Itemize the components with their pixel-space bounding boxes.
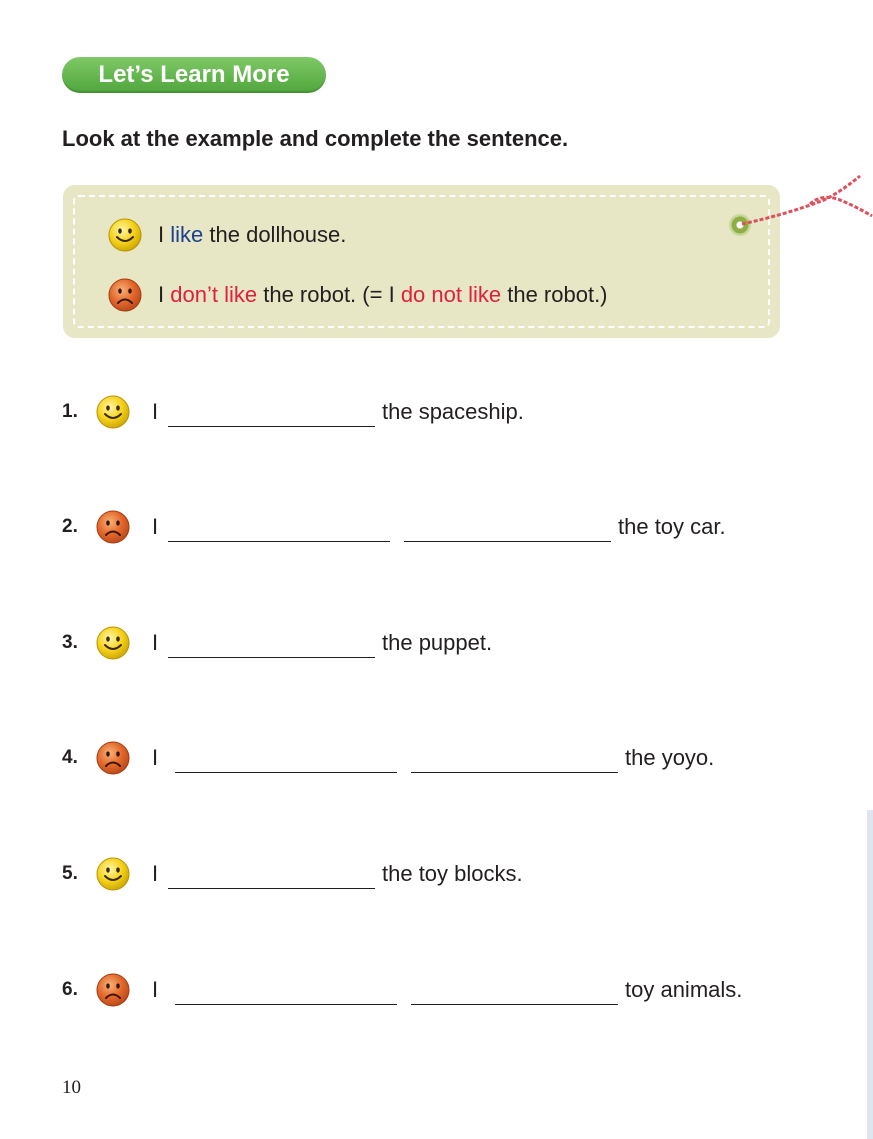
smiley-face-icon (96, 626, 130, 660)
exercise-pronoun: I (152, 630, 159, 655)
exercise-pronoun: I (152, 399, 159, 424)
exercise-number: 2. (62, 516, 78, 537)
example-card (63, 185, 780, 338)
example-negative-middle: the robot. (= I (263, 282, 395, 307)
exercise-row (62, 856, 523, 892)
exercise-pronoun: I (152, 514, 159, 539)
exercise-number: 3. (62, 632, 78, 653)
page-edge-tab (867, 810, 873, 1139)
exercise-pronoun: I (152, 977, 159, 1002)
example-positive-ending: the dollhouse. (209, 222, 347, 247)
exercise-ending: the spaceship. (382, 399, 524, 424)
example-negative-pronoun: I (158, 282, 165, 307)
smiley-face-icon (96, 857, 130, 891)
exercise-ending: the yoyo. (625, 745, 715, 770)
exercise-pronoun: I (152, 745, 159, 770)
exercise-row (62, 509, 726, 545)
exercise-row (62, 740, 714, 776)
answer-blank[interactable] (411, 772, 618, 773)
exercise-number: 4. (62, 747, 78, 768)
exercise-number: 6. (62, 979, 78, 1000)
exercise-number: 5. (62, 863, 78, 884)
instruction-text: Look at the example and complete the sentence. (62, 126, 569, 151)
smiley-face-icon (96, 395, 130, 429)
exercise-row (62, 625, 492, 661)
answer-blank[interactable] (175, 772, 397, 773)
example-dont-like-word: don’t like (170, 282, 258, 307)
exercise-ending: the puppet. (382, 630, 493, 655)
example-like-word: like (170, 222, 204, 247)
answer-blank[interactable] (404, 541, 611, 542)
answer-blank[interactable] (175, 1004, 397, 1005)
sad-face-icon (96, 973, 130, 1007)
answer-blank[interactable] (168, 426, 375, 427)
answer-blank[interactable] (411, 1004, 618, 1005)
example-positive (108, 218, 346, 252)
answer-blank[interactable] (168, 657, 375, 658)
tag-string-icon (740, 170, 873, 250)
sad-face-icon (108, 278, 142, 312)
exercise-ending: toy animals. (625, 977, 743, 1002)
sad-face-icon (96, 741, 130, 775)
exercise-row (62, 972, 742, 1008)
exercise-number: 1. (62, 401, 78, 422)
example-do-not-like-word: do not like (400, 282, 502, 307)
section-badge-label: Let’s Learn More (98, 61, 290, 88)
exercise-ending: the toy blocks. (382, 861, 523, 886)
exercise-pronoun: I (152, 861, 159, 886)
sad-face-icon (96, 510, 130, 544)
section-badge (62, 57, 326, 93)
answer-blank[interactable] (168, 541, 390, 542)
answer-blank[interactable] (168, 888, 375, 889)
example-negative (108, 278, 608, 312)
page-number: 10 (62, 1077, 81, 1098)
smiley-face-icon (108, 218, 142, 252)
example-positive-pronoun: I (158, 222, 165, 247)
exercise-ending: the toy car. (618, 514, 726, 539)
exercise-row (62, 394, 524, 430)
example-negative-ending: the robot.) (507, 282, 608, 307)
